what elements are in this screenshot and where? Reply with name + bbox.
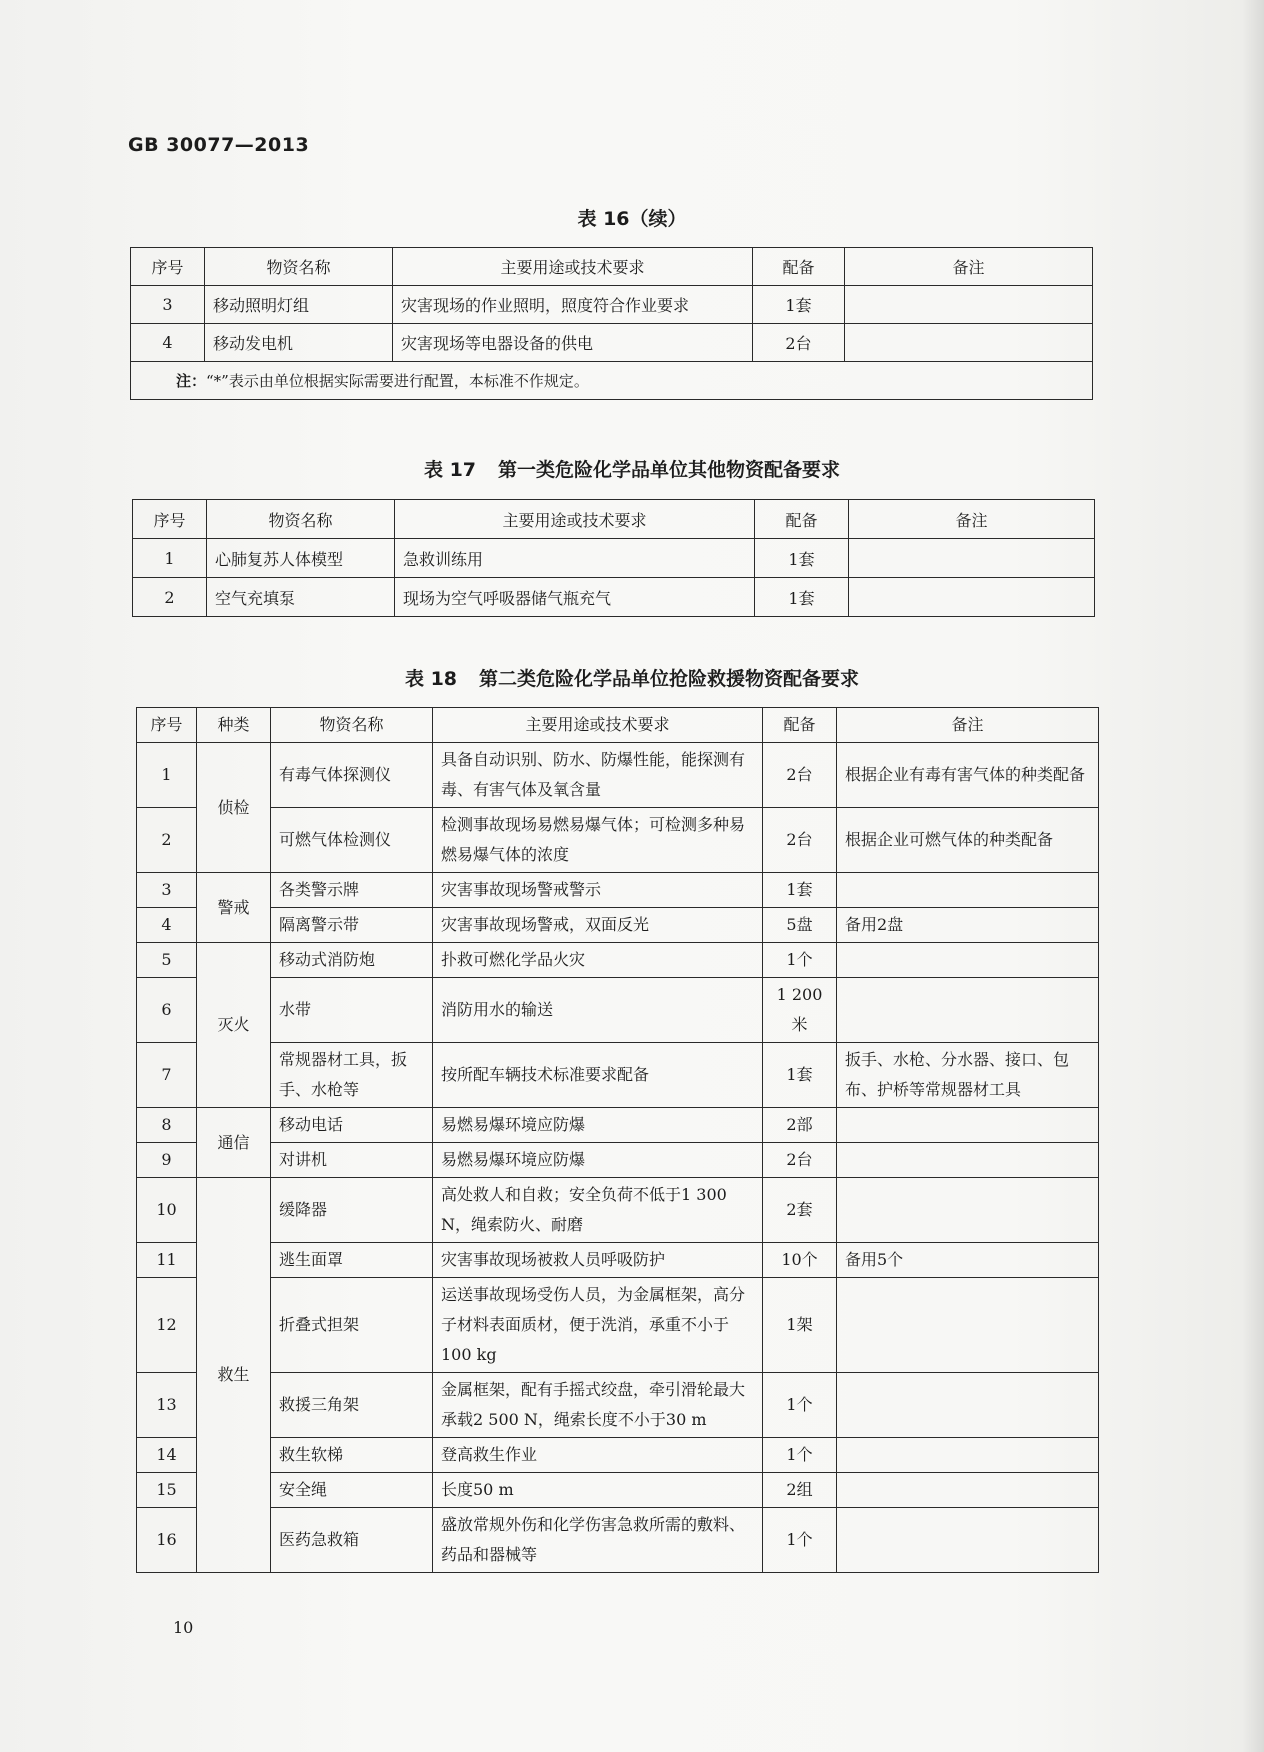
table-row [137, 1178, 1099, 1243]
cell-name: 空气充填泵 [207, 578, 395, 617]
cell-name: 移动照明灯组 [205, 286, 393, 324]
cell-use: 扑救可燃化学品火灾 [433, 943, 763, 978]
header-cell: 主要用途或技术要求 [433, 708, 763, 743]
table-row [133, 578, 1095, 617]
cell-use: 运送事故现场受伤人员，为金属框架，高分子材料表面质材，便于洗消，承重不小于100 kg [433, 1278, 763, 1373]
cell-note: 根据企业有毒有害气体的种类配备 [837, 743, 1099, 808]
header-cell: 物资名称 [207, 500, 395, 539]
cell-no: 2 [133, 578, 207, 617]
cell-no: 14 [137, 1438, 197, 1473]
header-cell: 主要用途或技术要求 [393, 248, 753, 286]
category-cell: 通信 [197, 1108, 271, 1178]
cell-no: 4 [137, 908, 197, 943]
cell-use: 灾害现场等电器设备的供电 [393, 324, 753, 362]
cell-name: 有毒气体探测仪 [271, 743, 433, 808]
cell-note [837, 1278, 1099, 1373]
table18 [136, 707, 1099, 1573]
cell-qty: 1套 [753, 286, 845, 324]
cell-use: 易燃易爆环境应防爆 [433, 1108, 763, 1143]
cell-qty: 1个 [763, 943, 837, 978]
table-row [137, 1143, 1099, 1178]
standard-code: GB 30077—2013 [128, 134, 310, 156]
cell-use: 按所配车辆技术标准要求配备 [433, 1043, 763, 1108]
table-header-row [133, 500, 1095, 539]
table-row [137, 1278, 1099, 1373]
cell-name: 缓降器 [271, 1178, 433, 1243]
table-row [133, 539, 1095, 578]
table-row [137, 1043, 1099, 1108]
cell-use: 登高救生作业 [433, 1438, 763, 1473]
cell-qty: 1套 [755, 578, 849, 617]
table16 [130, 247, 1093, 400]
table-row [137, 943, 1099, 978]
table-row [137, 1508, 1099, 1573]
table-row [137, 743, 1099, 808]
table18-title [0, 664, 1264, 691]
cell-qty: 1套 [763, 1043, 837, 1108]
cell-note [849, 578, 1095, 617]
note-label: 注： [176, 372, 207, 390]
cell-note [837, 1108, 1099, 1143]
cell-note [849, 539, 1095, 578]
table-row [137, 808, 1099, 873]
cell-qty: 1套 [755, 539, 849, 578]
cell-name: 水带 [271, 978, 433, 1043]
table-row [137, 1108, 1099, 1143]
cell-note [837, 1473, 1099, 1508]
cell-name: 对讲机 [271, 1143, 433, 1178]
cell-no: 4 [131, 324, 205, 362]
table-note [131, 362, 1093, 400]
cell-name: 医药急救箱 [271, 1508, 433, 1573]
cell-note [837, 873, 1099, 908]
cell-no: 6 [137, 978, 197, 1043]
cell-no: 7 [137, 1043, 197, 1108]
cell-name: 安全绳 [271, 1473, 433, 1508]
cell-qty: 2台 [763, 808, 837, 873]
cell-qty: 2套 [763, 1178, 837, 1243]
cell-qty: 1套 [763, 873, 837, 908]
cell-no: 11 [137, 1243, 197, 1278]
cell-use: 高处救人和自救；安全负荷不低于1 300 N，绳索防火、耐磨 [433, 1178, 763, 1243]
table16-title: 表 16（续） [577, 208, 687, 230]
cell-no: 9 [137, 1143, 197, 1178]
table18-number: 表 18 [404, 668, 458, 690]
cell-no: 5 [137, 943, 197, 978]
header-cell: 备注 [837, 708, 1099, 743]
header-cell: 序号 [137, 708, 197, 743]
header-cell: 配备 [753, 248, 845, 286]
cell-name: 折叠式担架 [271, 1278, 433, 1373]
cell-name: 心肺复苏人体模型 [207, 539, 395, 578]
table-note-row [131, 362, 1093, 400]
cell-name: 救生软梯 [271, 1438, 433, 1473]
cell-name: 移动电话 [271, 1108, 433, 1143]
cell-use: 灾害事故现场警戒警示 [433, 873, 763, 908]
cell-no: 1 [133, 539, 207, 578]
cell-note [837, 1438, 1099, 1473]
category-cell: 救生 [197, 1178, 271, 1573]
table17 [132, 499, 1095, 617]
table-header-row [137, 708, 1099, 743]
cell-use: 易燃易爆环境应防爆 [433, 1143, 763, 1178]
header-cell: 序号 [133, 500, 207, 539]
cell-no: 15 [137, 1473, 197, 1508]
table18-caption: 第二类危险化学品单位抢险救援物资配备要求 [479, 668, 860, 690]
cell-note [837, 978, 1099, 1043]
page-number: 10 [173, 1618, 194, 1637]
table-row [137, 1438, 1099, 1473]
cell-no: 2 [137, 808, 197, 873]
cell-qty: 2组 [763, 1473, 837, 1508]
cell-name: 常规器材工具，扳手、水枪等 [271, 1043, 433, 1108]
cell-use: 灾害事故现场被救人员呼吸防护 [433, 1243, 763, 1278]
cell-note [837, 1178, 1099, 1243]
cell-qty: 1个 [763, 1508, 837, 1573]
category-cell: 警戒 [197, 873, 271, 943]
cell-qty: 1 200米 [763, 978, 837, 1043]
cell-qty: 2部 [763, 1108, 837, 1143]
table-row [131, 324, 1093, 362]
cell-qty: 1个 [763, 1438, 837, 1473]
table-row [137, 908, 1099, 943]
cell-qty: 2台 [763, 743, 837, 808]
cell-no: 1 [137, 743, 197, 808]
cell-note: 备用2盘 [837, 908, 1099, 943]
cell-no: 10 [137, 1178, 197, 1243]
cell-use: 灾害现场的作业照明，照度符合作业要求 [393, 286, 753, 324]
cell-qty: 1架 [763, 1278, 837, 1373]
cell-qty: 2台 [763, 1143, 837, 1178]
cell-name: 移动发电机 [205, 324, 393, 362]
cell-note: 扳手、水枪、分水器、接口、包布、护桥等常规器材工具 [837, 1043, 1099, 1108]
header-cell: 备注 [849, 500, 1095, 539]
cell-no: 3 [131, 286, 205, 324]
header-cell: 主要用途或技术要求 [395, 500, 755, 539]
cell-name: 隔离警示带 [271, 908, 433, 943]
table-row [137, 873, 1099, 908]
note-text: “*”表示由单位根据实际需要进行配置，本标准不作规定。 [206, 372, 589, 390]
cell-note [845, 324, 1093, 362]
header-cell: 配备 [763, 708, 837, 743]
cell-note [837, 943, 1099, 978]
header-cell: 备注 [845, 248, 1093, 286]
cell-use: 消防用水的输送 [433, 978, 763, 1043]
table17-number: 表 17 [423, 459, 477, 481]
cell-note [837, 1508, 1099, 1573]
cell-name: 各类警示牌 [271, 873, 433, 908]
header-cell: 配备 [755, 500, 849, 539]
cell-qty: 1个 [763, 1373, 837, 1438]
table17-title [0, 455, 1264, 482]
cell-use: 金属框架，配有手摇式绞盘，牵引滑轮最大承载2 500 N，绳索长度不小于30 m [433, 1373, 763, 1438]
header-cell: 种类 [197, 708, 271, 743]
header-cell: 物资名称 [271, 708, 433, 743]
cell-use: 急救训练用 [395, 539, 755, 578]
cell-note: 备用5个 [837, 1243, 1099, 1278]
cell-note [837, 1373, 1099, 1438]
table-row [137, 1473, 1099, 1508]
cell-use: 长度50 m [433, 1473, 763, 1508]
cell-use: 现场为空气呼吸器储气瓶充气 [395, 578, 755, 617]
cell-no: 13 [137, 1373, 197, 1438]
cell-no: 3 [137, 873, 197, 908]
header-cell: 物资名称 [205, 248, 393, 286]
cell-use: 检测事故现场易燃易爆气体；可检测多种易燃易爆气体的浓度 [433, 808, 763, 873]
table-header-row [131, 248, 1093, 286]
cell-qty: 2台 [753, 324, 845, 362]
cell-qty: 5盘 [763, 908, 837, 943]
cell-note [845, 286, 1093, 324]
table-row [137, 1373, 1099, 1438]
table-row [137, 978, 1099, 1043]
category-cell: 侦检 [197, 743, 271, 873]
cell-note [837, 1143, 1099, 1178]
cell-note: 根据企业可燃气体的种类配备 [837, 808, 1099, 873]
cell-name: 救援三角架 [271, 1373, 433, 1438]
cell-no: 16 [137, 1508, 197, 1573]
header-cell: 序号 [131, 248, 205, 286]
cell-use: 具备自动识别、防水、防爆性能，能探测有毒、有害气体及氧含量 [433, 743, 763, 808]
table-row [131, 286, 1093, 324]
cell-name: 逃生面罩 [271, 1243, 433, 1278]
cell-name: 移动式消防炮 [271, 943, 433, 978]
category-cell: 灭火 [197, 943, 271, 1108]
cell-use: 盛放常规外伤和化学伤害急救所需的敷料、药品和器械等 [433, 1508, 763, 1573]
cell-qty: 10个 [763, 1243, 837, 1278]
cell-no: 8 [137, 1108, 197, 1143]
cell-no: 12 [137, 1278, 197, 1373]
cell-name: 可燃气体检测仪 [271, 808, 433, 873]
cell-use: 灾害事故现场警戒，双面反光 [433, 908, 763, 943]
table-row [137, 1243, 1099, 1278]
table17-caption: 第一类危险化学品单位其他物资配备要求 [498, 459, 841, 481]
page-edge-shadow [1242, 0, 1264, 1752]
